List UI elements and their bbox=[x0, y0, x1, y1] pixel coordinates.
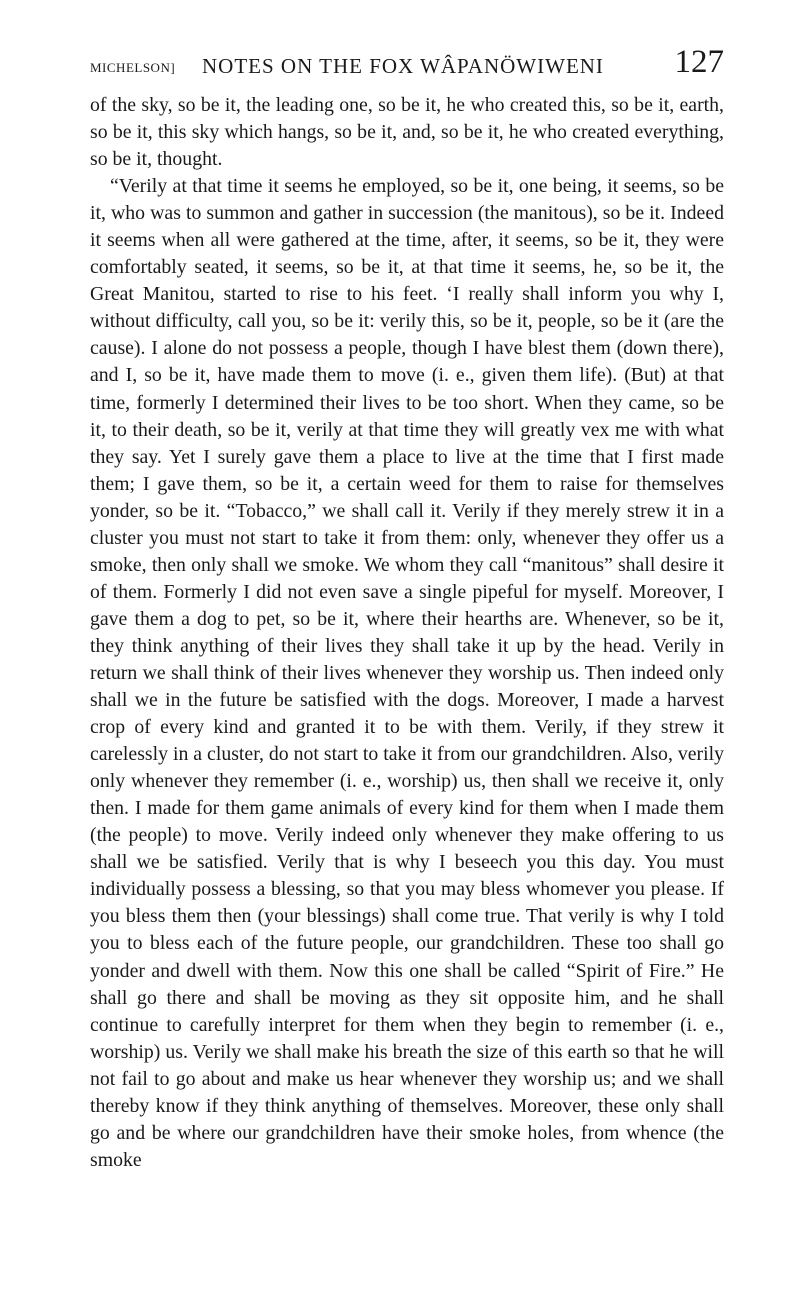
running-head-title: NOTES ON THE FOX WÂPANÖWIWENI bbox=[202, 54, 604, 78]
running-head-author: MICHELSON] bbox=[90, 60, 176, 75]
paragraph: “Verily at that time it seems he employed, so be it, one being, it seems, so be it, who was to summon and gather in succession (the manitous), so be it. Indeed it seems when all were gathered at the time, after, it seems, so be it, they were comfortably seated, it seems, so be it, at that time it seems, he, so be it, the Great Manitou, started to rise to his feet. ‘I really shall inform you why I, without difficulty, call you, so be it: verily this, so be it, people, so be it (are the cause). I alone do not possess a people, though I have blest them (down there), and I, so be it, have made them to move (i. e., given them life). (But) at that time, formerly I determined their lives to be too short. When they came, so be it, to their death, so be it, verily at that time they will greatly vex me with what they say. Yet I surely gave them a place to live at the time that I first made them; I gave them, so be it, a certain weed for them to raise for themselves yonder, so be it. “Tobacco,” we shall call it. Verily if they merely strew it in a cluster you must not start to take it from them: only, whenever they offer us a smoke, then only shall we smoke. We whom they call “manitous” shall desire it of them. Formerly I did not even save a single pipeful for myself. Moreover, I gave them a dog to pet, so be it, where their hearths are. Whenever, so be it, they think anything of their lives they shall take it up by the head. Verily in return we shall think of their lives whenever they worship us. Then indeed only shall we in the future be satisfied with the dogs. Moreover, I made a harvest crop of every kind and granted it to be with them. Verily, if they strew it carelessly in a cluster, do not start to take it from our grandchildren. Also, verily only whenever they remember (i. e., worship) us, then shall we receive it, only then. I made for them game animals of every kind for them when I made them (the people) to move. Verily indeed only whenever they make offering to us shall we be satisfied. Verily that is why I beseech you this day. You must individually possess a blessing, so that you may bless whomever you please. If you bless them then (your blessings) shall come true. That verily is why I told you to bless each of the future people, our grandchildren. These too shall go yonder and dwell with them. Now this one shall be called “Spirit of Fire.” He shall go there and shall be moving as they sit opposite him, and he shall continue to carefully interpret for them when they begin to remember (i. e., worship) us. Verily we shall make his breath the size of this earth so that he will not fail to go about and make us hear whenever they worship us; and we shall thereby know if they think anything of themselves. Moreover, these only shall go and be where our grandchildren have their smoke holes, from whence (the smoke bbox=[90, 175, 724, 1171]
paragraph-continuation: of the sky, so be it, the leading one, so be it, he who created this, so be it, earth, so be it, this sky which hangs, so be it, and, so be it, he who created everything, so be it, thought. bbox=[90, 94, 724, 171]
body-text bbox=[90, 92, 724, 1174]
running-head bbox=[90, 44, 724, 84]
page-number: 127 bbox=[674, 44, 724, 80]
